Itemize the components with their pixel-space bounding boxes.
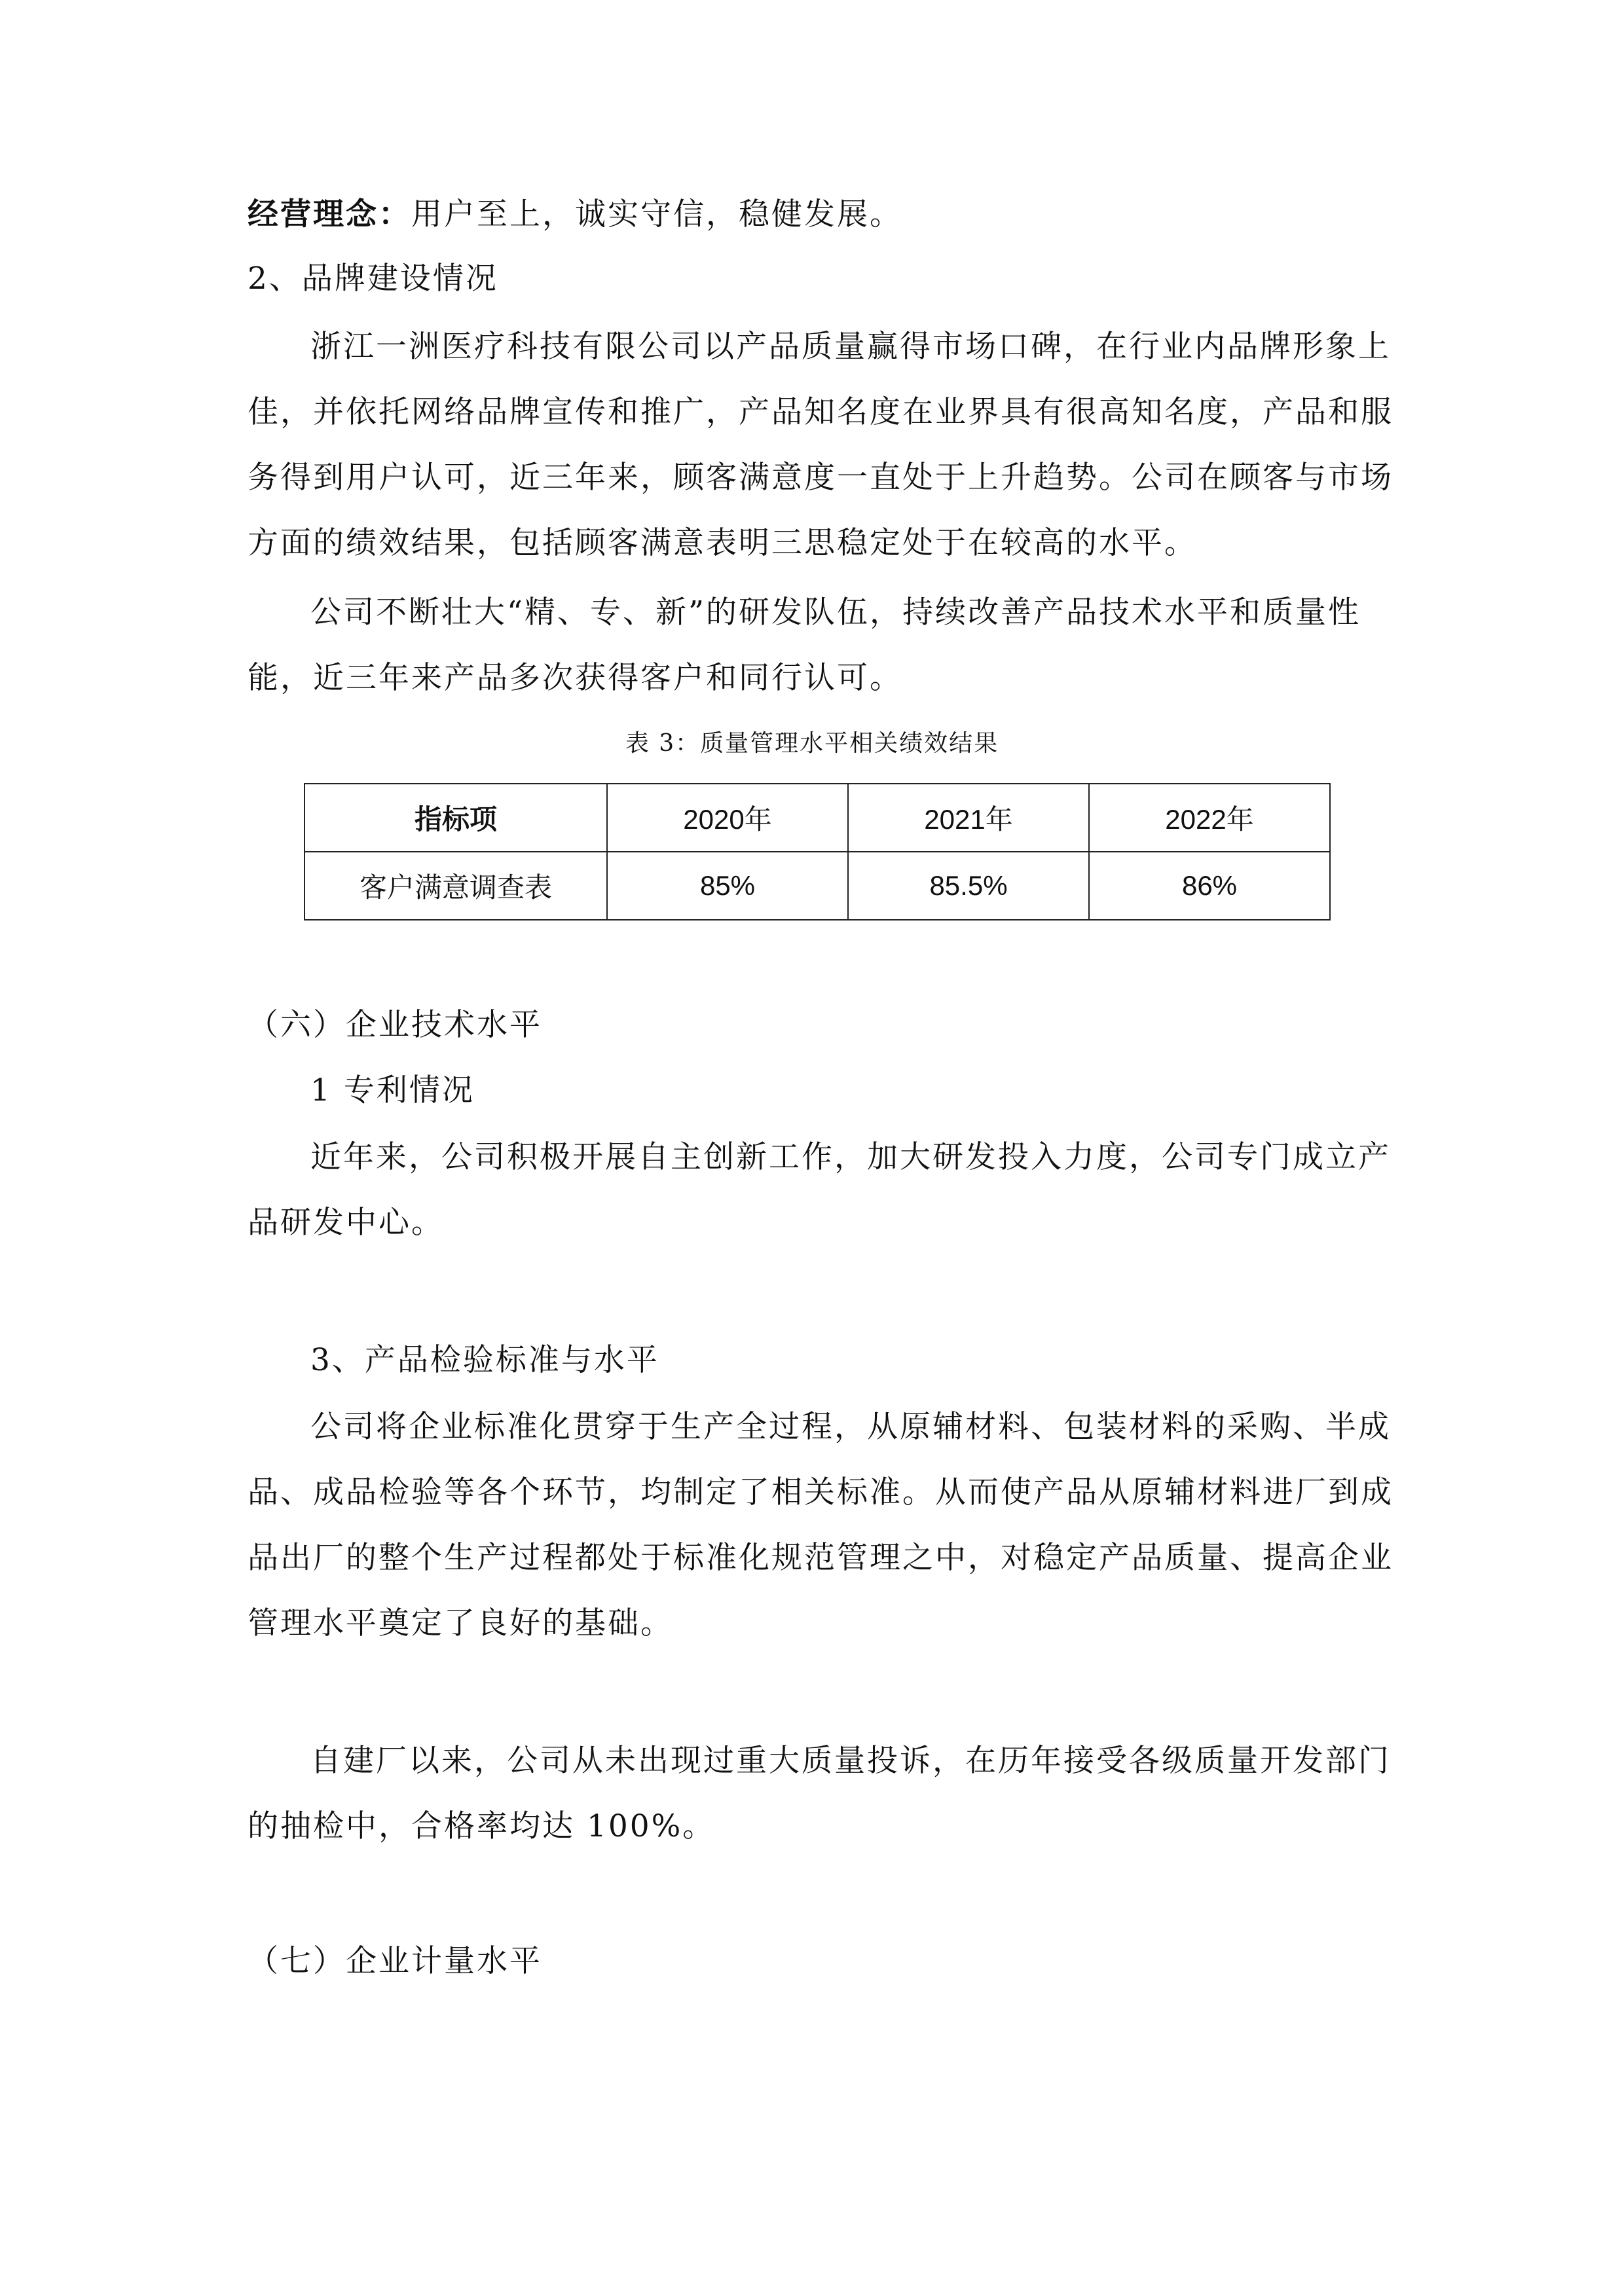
paragraph-patent-line-2: 品研发中心。 [248, 1205, 444, 1241]
table-caption: 表 3：质量管理水平相关绩效结果 [625, 730, 999, 757]
paragraph-standard-line-1: 公司将企业标准化贯穿于生产全过程，从原辅材料、包装材料的采购、半成 [310, 1409, 1391, 1445]
paragraph-standard-line-3: 品出厂的整个生产过程都处于标准化规范管理之中，对稳定产品质量、提高企业 [248, 1540, 1393, 1576]
paragraph-brand-line-1: 浙江一洲医疗科技有限公司以产品质量赢得市场口碑，在行业内品牌形象上 [310, 329, 1391, 365]
subheading-inspection: 3、产品检验标准与水平 [310, 1342, 659, 1378]
performance-table [304, 783, 1331, 920]
table-cell: 85.5% [848, 852, 1089, 920]
table-cell: 客户满意调查表 [304, 852, 607, 920]
paragraph-quality-line-1: 自建厂以来，公司从未出现过重大质量投诉，在历年接受各级质量开发部门 [310, 1743, 1391, 1779]
paragraph-standard-line-4: 管理水平奠定了良好的基础。 [248, 1605, 673, 1641]
paragraph-standard-line-2: 品、成品检验等各个环节，均制定了相关标准。从而使产品从原辅材料进厂到成 [248, 1474, 1393, 1510]
paragraph-quality-line-2: 的抽检中，合格率均达 100%。 [248, 1808, 716, 1844]
paragraph-rd-line-1: 公司不断壮大“精、专、新”的研发队伍，持续改善产品技术水平和质量性 [310, 594, 1361, 630]
section-heading-brand: 2、品牌建设情况 [248, 261, 498, 297]
business-philosophy-label: 经营理念： [248, 196, 411, 232]
table-row [304, 852, 1330, 920]
table-header-cell: 指标项 [304, 784, 607, 852]
paragraph-patent-line-1: 近年来，公司积极开展自主创新工作，加大研发投入力度，公司专门成立产 [310, 1139, 1391, 1175]
business-philosophy-text: 用户至上，诚实守信，稳健发展。 [411, 196, 902, 232]
paragraph-brand-line-4: 方面的绩效结果，包括顾客满意表明三思稳定处于在较高的水平。 [248, 525, 1197, 561]
paragraph-brand-line-3: 务得到用户认可，近三年来，顾客满意度一直处于上升趋势。公司在顾客与市场 [248, 460, 1393, 496]
table-header-cell: 2020年 [607, 784, 848, 852]
section-heading-tech: （六）企业技术水平 [248, 1007, 542, 1043]
table-header-cell: 2021年 [848, 784, 1089, 852]
business-philosophy-line [248, 195, 1376, 234]
table-header-cell: 2022年 [1089, 784, 1330, 852]
subheading-patent: 1 专利情况 [310, 1072, 475, 1108]
paragraph-brand-line-2: 佳，并依托网络品牌宣传和推广，产品知名度在业界具有很高知名度，产品和服 [248, 394, 1393, 430]
paragraph-rd-line-2: 能，近三年来产品多次获得客户和同行认可。 [248, 660, 902, 696]
table-header-row [304, 784, 1330, 852]
section-heading-metrology: （七）企业计量水平 [248, 1943, 542, 1979]
table-cell: 86% [1089, 852, 1330, 920]
table-cell: 85% [607, 852, 848, 920]
